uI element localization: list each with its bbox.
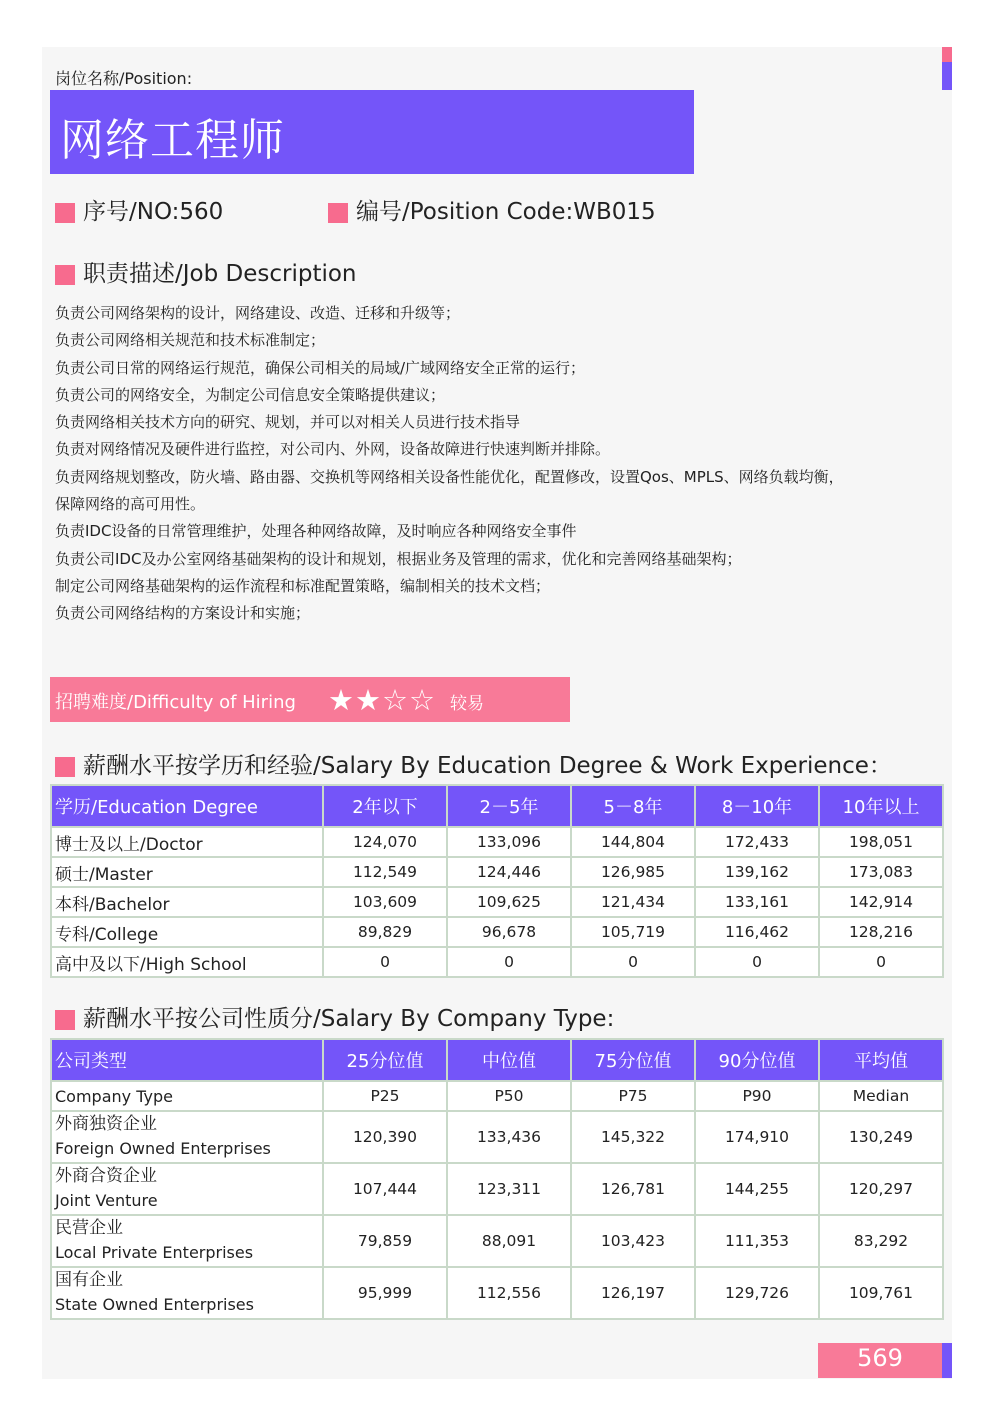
- duty-item: 负责对网络情况及硬件进行监控，对公司内、外网，设备故障进行快速判断并排除。: [55, 440, 611, 459]
- table-cell: 126,985: [571, 857, 695, 887]
- table-cell: 145,322: [571, 1111, 695, 1163]
- row-label: [51, 1267, 323, 1319]
- serial-number: [55, 193, 223, 226]
- table-cell: 103,423: [571, 1215, 695, 1267]
- table-cell: 0: [447, 947, 571, 977]
- column-header: 5－8年: [571, 785, 695, 827]
- duty-item: 负责公司网络结构的方案设计和实施；: [55, 604, 311, 623]
- table-cell: 130,249: [819, 1111, 943, 1163]
- table-cell: 133,161: [695, 887, 819, 917]
- row-label: 专科/College: [51, 917, 323, 947]
- company-type-en: Local Private Enterprises: [55, 1243, 254, 1262]
- subheader-cell: P25: [323, 1081, 447, 1111]
- table-cell: 174,910: [695, 1111, 819, 1163]
- duty-item: 负责公司网络架构的设计，网络建设、改造、迁移和升级等；: [55, 304, 461, 322]
- table-cell: 109,761: [819, 1267, 943, 1319]
- difficulty-word: 较易: [450, 694, 484, 714]
- company-type-zh: 外商独资企业: [55, 1114, 157, 1134]
- duty-item: 负责公司网络相关规范和技术标准制定；: [55, 331, 326, 350]
- row-label: 博士及以上/Doctor: [51, 827, 323, 857]
- difficulty-label: 招聘难度/Difficulty of Hiring: [55, 692, 296, 713]
- subheader-cell: P50: [447, 1081, 571, 1111]
- row-label: 硕士/Master: [51, 857, 323, 887]
- table-cell: 107,444: [323, 1163, 447, 1215]
- table-cell: 120,390: [323, 1111, 447, 1163]
- column-header: 75分位值: [571, 1039, 695, 1081]
- table-cell: 103,609: [323, 887, 447, 917]
- table-row: [51, 1215, 943, 1267]
- subheader-cell: P90: [695, 1081, 819, 1111]
- salary-company-heading-text: 薪酬水平按公司性质分/Salary By Company Type:: [83, 1006, 615, 1032]
- table-row: [51, 1163, 943, 1215]
- table-header-row: [51, 1039, 943, 1081]
- table-cell: 124,070: [323, 827, 447, 857]
- table-cell: 124,446: [447, 857, 571, 887]
- table-row: [51, 1111, 943, 1163]
- column-header: 学历/Education Degree: [51, 785, 323, 827]
- table-cell: 129,726: [695, 1267, 819, 1319]
- column-header: 平均值: [819, 1039, 943, 1081]
- table-cell: 198,051: [819, 827, 943, 857]
- table-subheader-row: [51, 1081, 943, 1111]
- duty-item: 负责公司日常的网络运行规范，确保公司相关的局域/广域网络安全正常的运行；: [55, 358, 586, 377]
- company-type-zh: 外商合资企业: [55, 1166, 157, 1186]
- table-cell: 173,083: [819, 857, 943, 887]
- duty-item: 负责IDC设备的日常管理维护，处理各种网络故障，及时响应各种网络安全事件: [55, 522, 577, 541]
- company-type-en: State Owned Enterprises: [55, 1295, 254, 1314]
- table-cell: 112,549: [323, 857, 447, 887]
- table-cell: 79,859: [323, 1215, 447, 1267]
- salary-education-table: [50, 784, 944, 978]
- row-label: [51, 1163, 323, 1215]
- table-cell: 109,625: [447, 887, 571, 917]
- table-cell: 139,162: [695, 857, 819, 887]
- row-label: 高中及以下/High School: [51, 947, 323, 977]
- column-header: 2年以下: [323, 785, 447, 827]
- column-header: 90分位值: [695, 1039, 819, 1081]
- table-row: [51, 827, 943, 857]
- job-description-heading: [55, 255, 357, 288]
- table-cell: 111,353: [695, 1215, 819, 1267]
- column-header: 公司类型: [51, 1039, 323, 1081]
- table-row: [51, 887, 943, 917]
- table-cell: 116,462: [695, 917, 819, 947]
- salary-company-heading: [55, 1000, 614, 1033]
- column-header: 25分位值: [323, 1039, 447, 1081]
- table-row: [51, 857, 943, 887]
- table-cell: 128,216: [819, 917, 943, 947]
- table-cell: 123,311: [447, 1163, 571, 1215]
- subheader-cell: Company Type: [51, 1081, 323, 1111]
- table-cell: 105,719: [571, 917, 695, 947]
- position-code: [328, 193, 656, 226]
- table-cell: 133,096: [447, 827, 571, 857]
- company-type-en: Foreign Owned Enterprises: [55, 1139, 271, 1158]
- duty-list: [55, 300, 945, 628]
- table-cell: 142,914: [819, 887, 943, 917]
- table-cell: 126,781: [571, 1163, 695, 1215]
- column-header: 8－10年: [695, 785, 819, 827]
- company-type-en: Joint Venture: [55, 1191, 158, 1210]
- table-cell: 144,804: [571, 827, 695, 857]
- corner-accent-pink: [942, 47, 952, 62]
- table-cell: 0: [323, 947, 447, 977]
- company-type-zh: 国有企业: [55, 1270, 123, 1290]
- bullet-square-icon: [55, 265, 75, 285]
- table-cell: 120,297: [819, 1163, 943, 1215]
- table-row: [51, 917, 943, 947]
- row-label: [51, 1111, 323, 1163]
- bullet-square-icon: [328, 203, 348, 223]
- corner-accent-purple: [942, 62, 952, 90]
- job-description-heading-text: 职责描述/Job Description: [83, 261, 357, 287]
- company-type-zh: 民营企业: [55, 1218, 123, 1238]
- table-cell: 83,292: [819, 1215, 943, 1267]
- table-cell: 133,436: [447, 1111, 571, 1163]
- column-header: 10年以上: [819, 785, 943, 827]
- bullet-square-icon: [55, 203, 75, 223]
- table-cell: 172,433: [695, 827, 819, 857]
- page-number: 569: [857, 1344, 903, 1372]
- column-header: 2－5年: [447, 785, 571, 827]
- duty-item: 负责网络规划整改，防火墙、路由器、交换机等网络相关设备性能优化，配置修改，设置Qos、MPLS、网络负载均衡，: [55, 467, 844, 486]
- table-cell: 144,255: [695, 1163, 819, 1215]
- position-code-text: 编号/Position Code:WB015: [356, 199, 656, 225]
- serial-number-text: 序号/NO:560: [83, 199, 224, 225]
- subheader-cell: Median: [819, 1081, 943, 1111]
- subheader-cell: P75: [571, 1081, 695, 1111]
- table-cell: 88,091: [447, 1215, 571, 1267]
- page-title: 网络工程师: [60, 115, 285, 166]
- bullet-square-icon: [55, 1010, 75, 1030]
- row-label: [51, 1215, 323, 1267]
- duty-item: 负责网络相关技术方向的研究、规划，并可以对相关人员进行技术指导: [55, 413, 521, 432]
- salary-company-table: [50, 1038, 944, 1320]
- salary-education-heading-text: 薪酬水平按学历和经验/Salary By Education Degree & Work Experience：: [83, 753, 892, 779]
- table-cell: 95,999: [323, 1267, 447, 1319]
- table-cell: 0: [571, 947, 695, 977]
- table-cell: 121,434: [571, 887, 695, 917]
- table-cell: 0: [695, 947, 819, 977]
- duty-item: 保障网络的高可用性。: [55, 495, 206, 514]
- table-cell: 126,197: [571, 1267, 695, 1319]
- duty-item: 负责公司的网络安全，为制定公司信息安全策略提供建议；: [55, 385, 446, 404]
- bullet-square-icon: [55, 757, 75, 777]
- row-label: 本科/Bachelor: [51, 887, 323, 917]
- position-label: 岗位名称/Position:: [55, 69, 193, 88]
- table-cell: 112,556: [447, 1267, 571, 1319]
- table-row: [51, 947, 943, 977]
- salary-education-heading: [55, 747, 892, 780]
- duty-item: 制定公司网络基础架构的运作流程和标准配置策略，编制相关的技术文档；: [55, 576, 551, 595]
- table-cell: 89,829: [323, 917, 447, 947]
- table-row: [51, 1267, 943, 1319]
- table-cell: 0: [819, 947, 943, 977]
- table-cell: 96,678: [447, 917, 571, 947]
- table-header-row: [51, 785, 943, 827]
- page-number-accent: [942, 1343, 952, 1378]
- column-header: 中位值: [447, 1039, 571, 1081]
- difficulty-star-rating: ★★☆☆: [328, 683, 436, 717]
- duty-item: 负责公司IDC及办公室网络基础架构的设计和规划，根据业务及管理的需求，优化和完善网络基础架构；: [55, 549, 742, 568]
